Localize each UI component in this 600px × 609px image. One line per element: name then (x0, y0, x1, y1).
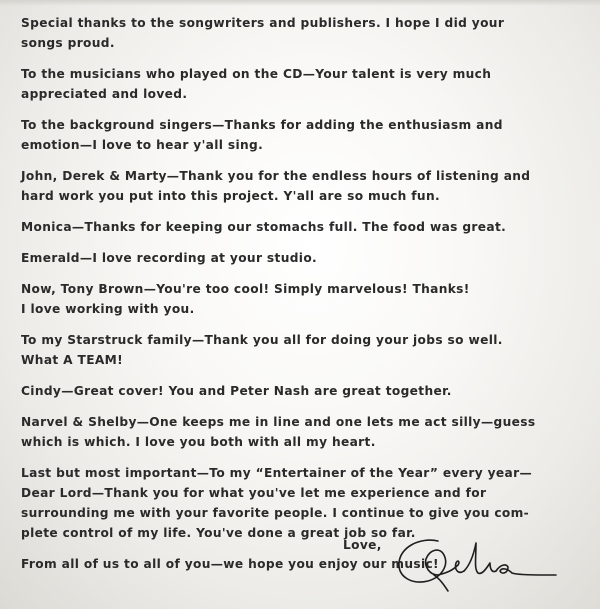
thanks-lord: Last but most important—To my “Entertainer of the Year” every year— Dear Lord—Thank you for what you've let me experience and for surrounding me with your favorite people. I continue to give you com- plete control of my life. You've done a great job so far. (21, 466, 533, 540)
thanks-narvel-shelby: Narvel & Shelby—One keeps me in line and one lets me act silly—guess which is which. I love you both with all my heart. (21, 415, 536, 449)
page-edge-shadow (0, 0, 600, 6)
thanks-starstruck-family: To my Starstruck family—Thank you all for doing your jobs so well. What A TEAM! (21, 333, 503, 367)
thanks-john-derek-marty: John, Derek & Marty—Thank you for the endless hours of listening and hard work you put into this project. Y'all are so much fun. (21, 169, 531, 203)
thanks-background-singers: To the background singers—Thanks for adding the enthusiasm and emotion—I love to hear y'all sing. (21, 118, 503, 152)
closing-love: Love, (343, 538, 382, 552)
thanks-tony-brown: Now, Tony Brown—You're too cool! Simply marvelous! Thanks! I love working with you. (21, 282, 470, 316)
reba-signature (394, 535, 559, 593)
thanks-cindy: Cindy—Great cover! You and Peter Nash are great together. (21, 384, 452, 398)
thanks-emerald: Emerald—I love recording at your studio. (21, 251, 318, 265)
thanks-songwriters: Special thanks to the songwriters and publishers. I hope I did your songs proud. (21, 16, 505, 50)
thanks-musicians: To the musicians who played on the CD—Your talent is very much appreciated and loved. (21, 67, 492, 101)
thanks-monica: Monica—Thanks for keeping our stomachs full. The food was great. (21, 220, 507, 234)
closing-wish: From all of us to all of you—we hope you enjoy our music! (21, 557, 439, 571)
